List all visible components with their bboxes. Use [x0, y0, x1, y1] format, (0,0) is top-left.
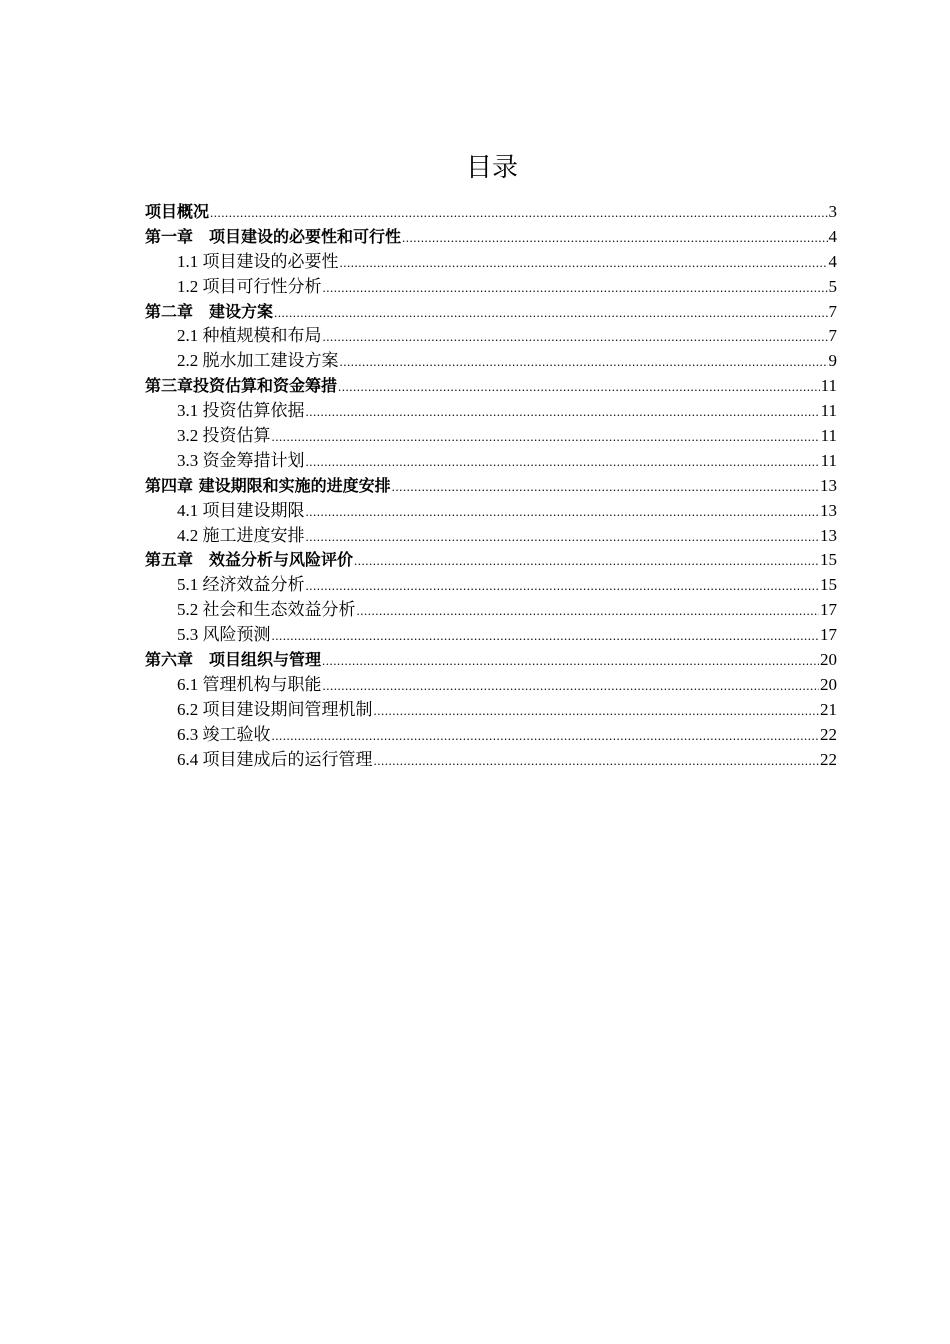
toc-chapter-entry[interactable] — [145, 648, 837, 673]
toc-dot-leader — [306, 500, 820, 525]
toc-page-number: 17 — [820, 600, 837, 620]
toc-page-number: 15 — [820, 575, 837, 595]
toc-section-entry[interactable] — [145, 399, 837, 424]
toc-page-number: 21 — [820, 699, 837, 719]
toc-page-number: 11 — [820, 376, 837, 396]
toc-page-number: 3 — [828, 202, 837, 221]
toc-dot-leader — [357, 599, 820, 624]
toc-dot-leader — [306, 400, 820, 425]
toc-entry-label: 6.3 竣工验收 — [177, 724, 271, 744]
table-of-contents — [145, 200, 837, 772]
toc-section-entry[interactable] — [145, 748, 837, 773]
toc-chapter-entry[interactable] — [145, 548, 837, 573]
toc-dot-leader — [340, 251, 828, 276]
toc-page-number: 20 — [820, 674, 837, 694]
toc-section-entry[interactable] — [145, 723, 837, 748]
toc-page-number: 11 — [820, 426, 837, 446]
toc-page-number: 13 — [820, 525, 837, 545]
toc-dot-leader — [274, 301, 827, 326]
toc-section-entry[interactable] — [145, 524, 837, 549]
toc-section-entry[interactable] — [145, 349, 837, 374]
toc-entry-label: 4.2 施工进度安排 — [177, 525, 305, 545]
toc-section-entry[interactable] — [145, 250, 837, 275]
toc-entry-label: 第六章 项目组织与管理 — [145, 650, 322, 670]
toc-dot-leader — [402, 226, 827, 251]
toc-section-entry[interactable] — [145, 275, 837, 300]
toc-entry-label: 3.1 投资估算依据 — [177, 401, 305, 421]
toc-entry-label: 第四章 建设期限和实施的进度安排 — [145, 475, 391, 495]
toc-page-number: 22 — [820, 749, 837, 769]
toc-dot-leader — [338, 375, 820, 400]
toc-section-entry[interactable] — [145, 673, 837, 698]
toc-title: 目录 — [465, 153, 518, 184]
toc-entry-label: 第二章 建设方案 — [145, 301, 274, 321]
toc-dot-leader — [322, 649, 819, 674]
toc-dot-leader — [392, 475, 819, 500]
toc-dot-leader — [354, 549, 819, 574]
toc-dot-leader — [210, 201, 827, 226]
toc-page-number: 7 — [828, 301, 837, 321]
toc-page-number: 20 — [820, 650, 837, 670]
toc-dot-leader — [323, 276, 828, 301]
toc-entry-label: 1.1 项目建设的必要性 — [177, 251, 339, 271]
toc-chapter-entry[interactable] — [145, 225, 837, 250]
toc-chapter-entry[interactable] — [145, 474, 837, 499]
toc-section-entry[interactable] — [145, 598, 837, 623]
toc-entry-label: 2.1 种植规模和布局 — [177, 326, 322, 346]
toc-entry-label: 项目概况 — [145, 202, 210, 221]
toc-page-number: 9 — [828, 351, 837, 371]
toc-section-entry[interactable] — [145, 324, 837, 349]
toc-dot-leader — [272, 624, 820, 649]
toc-entry-label: 3.2 投资估算 — [177, 426, 271, 446]
toc-entry-label: 3.3 资金筹措计划 — [177, 450, 305, 470]
toc-page-number: 22 — [820, 724, 837, 744]
toc-entry-label: 4.1 项目建设期限 — [177, 500, 305, 520]
toc-page-number: 4 — [828, 251, 837, 271]
toc-entry-label: 6.2 项目建设期间管理机制 — [177, 699, 373, 719]
toc-entry-label: 5.3 风险预测 — [177, 625, 271, 645]
toc-chapter-entry[interactable] — [145, 200, 837, 225]
toc-entry-label: 第一章 项目建设的必要性和可行性 — [145, 226, 402, 246]
toc-dot-leader — [306, 450, 820, 475]
toc-dot-leader — [323, 674, 820, 699]
toc-section-entry[interactable] — [145, 449, 837, 474]
toc-dot-leader — [374, 749, 820, 774]
toc-section-entry[interactable] — [145, 424, 837, 449]
toc-dot-leader — [272, 425, 820, 450]
toc-page-number: 5 — [828, 276, 837, 296]
toc-page-number: 7 — [828, 326, 837, 346]
toc-section-entry[interactable] — [145, 573, 837, 598]
toc-section-entry[interactable] — [145, 499, 837, 524]
toc-section-entry[interactable] — [145, 698, 837, 723]
toc-entry-label: 2.2 脱水加工建设方案 — [177, 351, 339, 371]
toc-entry-label: 6.4 项目建成后的运行管理 — [177, 749, 373, 769]
toc-page-number: 11 — [820, 450, 837, 470]
toc-dot-leader — [374, 699, 820, 724]
toc-entry-label: 1.2 项目可行性分析 — [177, 276, 322, 296]
toc-dot-leader — [306, 525, 820, 550]
toc-page-number: 15 — [820, 550, 837, 570]
toc-entry-label: 第三章投资估算和资金筹措 — [145, 376, 338, 396]
toc-page-number: 11 — [820, 401, 837, 421]
toc-dot-leader — [340, 350, 828, 375]
toc-page-number: 13 — [820, 500, 837, 520]
toc-section-entry[interactable] — [145, 623, 837, 648]
toc-page-number: 4 — [828, 226, 837, 246]
toc-dot-leader — [306, 574, 820, 599]
toc-page-number: 17 — [820, 625, 837, 645]
toc-entry-label: 5.2 社会和生态效益分析 — [177, 600, 356, 620]
toc-entry-label: 6.1 管理机构与职能 — [177, 674, 322, 694]
toc-chapter-entry[interactable] — [145, 374, 837, 399]
toc-entry-label: 5.1 经济效益分析 — [177, 575, 305, 595]
toc-entry-label: 第五章 效益分析与风险评价 — [145, 550, 354, 570]
toc-dot-leader — [272, 724, 820, 749]
toc-chapter-entry[interactable] — [145, 300, 837, 325]
toc-page-number: 13 — [820, 475, 837, 495]
toc-dot-leader — [323, 325, 828, 350]
